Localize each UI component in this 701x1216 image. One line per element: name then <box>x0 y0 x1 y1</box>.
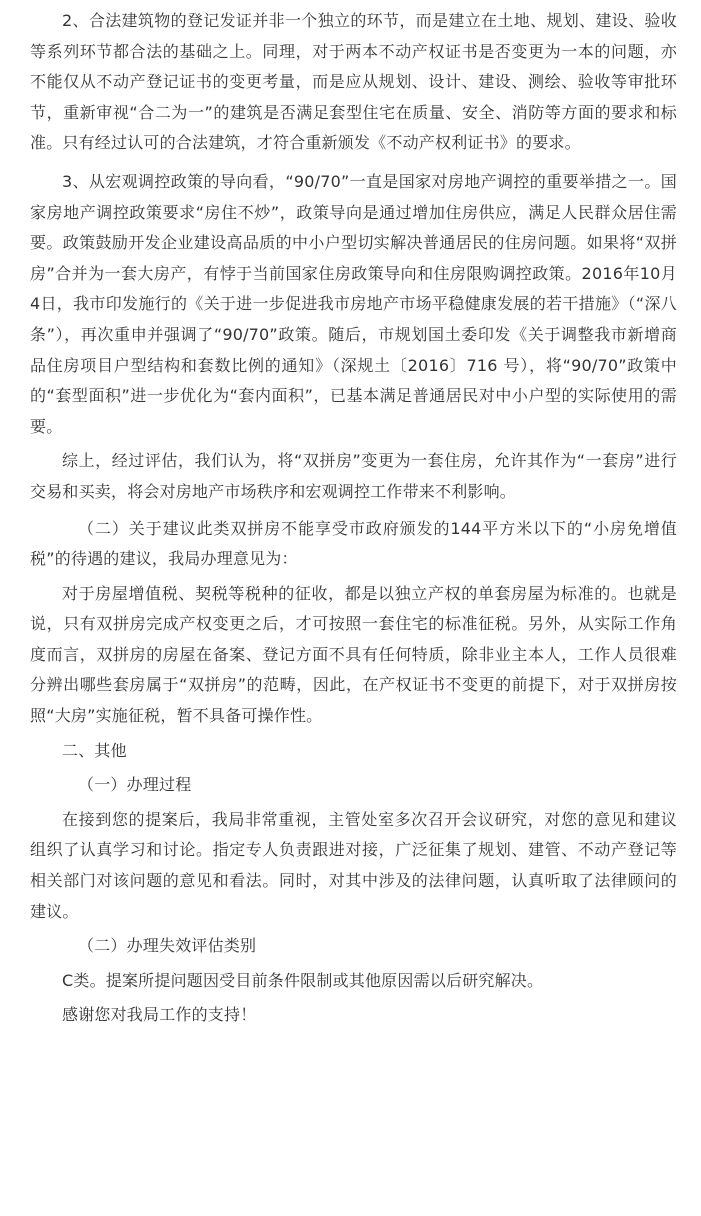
paragraph-legal-building-registration: 2、合法建筑物的登记发证并非一个独立的环节，而是建立在土地、规划、建设、验收等系列环节都合法的基础之上。同理，对于两本不动产权证书是否变更为一本的问题，亦不能仅从不动产登记证书的变更考量，而是应从规划、设计、建设、测绘、验收等审批环节，重新审视“合二为一”的建筑是否满足套型住宅在质量、安全、消防等方面的要求和标准。只有经过认可的合法建筑，才符合重新颁发《不动产权利证书》的要求。 <box>30 11 677 153</box>
paragraph-conclusion: 综上，经过评估，我们认为，将“双拼房”变更为一套住房，允许其作为“一套房”进行交易和买卖，将会对房地产市场秩序和宏观调控工作带来不利影响。 <box>30 451 677 501</box>
paragraph-tax-explanation: 对于房屋增值税、契税等税种的征收，都是以独立产权的单套房屋为标准的。也就是说，只有双拼房完成产权变更之后，才可按照一套住宅的标准征税。另外，从实际工作角度而言，双拼房的房屋在备案、登记方面不具有任何特质，除非业主本人，工作人员很难分辨出哪些套房属于“双拼房”的范畴，因此，在产权证书不变更的前提下，对于双拼房按照“大房”实施征税，暂不具备可操作性。 <box>30 583 677 726</box>
paragraph-section-two-heading: （二）关于建议此类双拼房不能享受市政府颁发的144平方米以下的“小房免增值税”的待遇的建议，我局办理意见为： <box>30 518 677 569</box>
subsection-heading-process: （一）办理过程 <box>78 775 192 795</box>
section-heading-other: 二、其他 <box>62 740 127 760</box>
paragraph-process-details: 在接到您的提案后，我局非常重视，主管处室多次召开会议研究，对您的意见和建议组织了认真学习和讨论。指定专人负责跟进对接，广泛征集了规划、建管、不动产登记等相关部门对该问题的意见和看法。同时，对其中涉及的法律问题，认真听取了法律顾问的建议。 <box>30 809 677 921</box>
paragraph-macro-control-policy: 3、从宏观调控政策的导向看，“90/70”一直是国家对房地产调控的重要举措之一。国家房地产调控政策要求“房住不炒”，政策导向是通过增加住房供应，满足人民群众居住需要。政策鼓励开发企业建设高品质的中小户型切实解决普通居民的住房问题。如果将“双拼房”合并为一套大房产，有悖于当前国家住房政策导向和住房限购调控政策。2016年10月4日，我市印发施行的《关于进一步促进我市房地产市场平稳健康发展的若干措施》（“深八条”），再次重申并强调了“90/70”政策。随后，市规划国土委印发《关于调整我市新增商品住房项目户型结构和套数比例的通知》（深规土〔2016〕716 号），将“90/70”政策中的“套型面积”进一步优化为“套内面积”，已基本满足普通居民对中小户型的实际使用的需要。 <box>30 171 677 436</box>
subsection-heading-evaluation: （二）办理失效评估类别 <box>78 936 257 956</box>
paragraph-evaluation-category: C类。提案所提问题因受目前条件限制或其他原因需以后研究解决。 <box>62 970 544 990</box>
paragraph-thanks: 感谢您对我局工作的支持！ <box>62 1005 257 1025</box>
